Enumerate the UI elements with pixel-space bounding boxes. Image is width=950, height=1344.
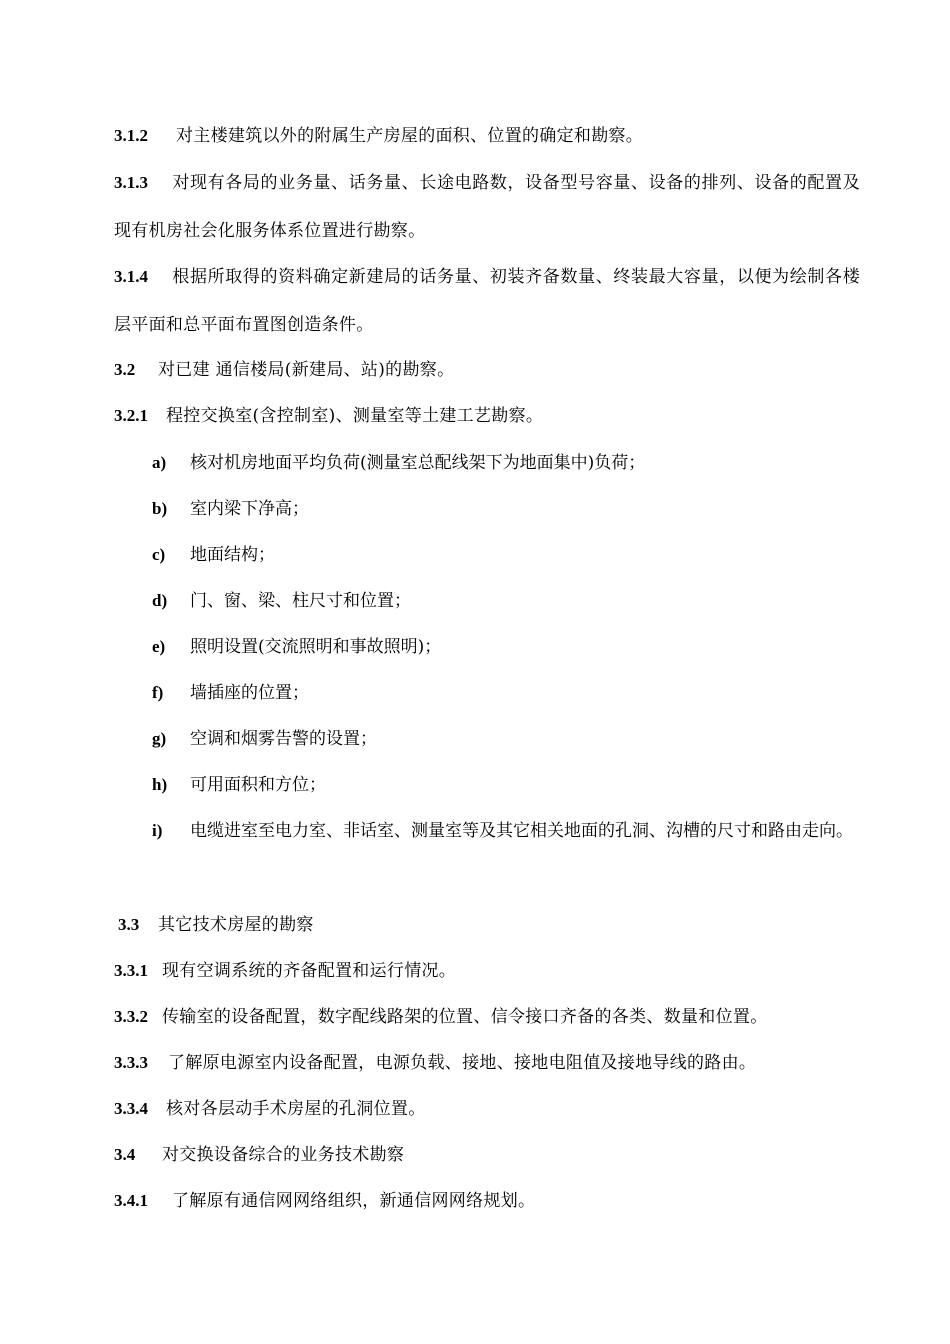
list-item-text: 电缆进室至电力室、非话室、测量室等及其它相关地面的孔洞、沟槽的尺寸和路由走向。 xyxy=(190,821,853,841)
section-number: 3.3.3 xyxy=(114,1053,148,1072)
paragraph-3-4-1 xyxy=(114,1191,860,1211)
list-item-text: 核对机房地面平均负荷(测量室总配线架下为地面集中)负荷； xyxy=(190,453,646,473)
paragraph-3-1-2 xyxy=(114,126,860,146)
list-item xyxy=(152,775,860,795)
section-number: 3.1.3 xyxy=(114,173,148,192)
paragraph-text: 核对各层动手术房屋的孔洞位置。 xyxy=(166,1099,426,1119)
section-number: 3.2 xyxy=(114,360,136,379)
paragraph-3-3-2 xyxy=(114,1007,860,1027)
list-item-label: i) xyxy=(152,821,163,840)
paragraph-3-3 xyxy=(118,915,864,935)
list-item xyxy=(152,453,860,473)
paragraph-text: 现有空调系统的齐备配置和运行情况。 xyxy=(162,961,457,981)
list-item-label: f) xyxy=(152,683,164,702)
list-item xyxy=(152,499,860,519)
paragraph-text: 根据所取得的资料确定新建局的话务量、初装齐备数量、终装最大容量，以便为绘制各楼层平面和总平面布置图创造条件。 xyxy=(114,267,860,335)
section-number: 3.1.4 xyxy=(114,267,148,286)
section-number: 3.3 xyxy=(118,915,140,934)
list-item-label: a) xyxy=(152,453,167,472)
list-item-text: 可用面积和方位； xyxy=(190,775,326,795)
list-item-label: b) xyxy=(152,499,168,518)
list-item xyxy=(152,729,860,749)
paragraph-text: 其它技术房屋的勘察 xyxy=(158,915,314,935)
list-item xyxy=(152,637,860,657)
paragraph-text: 了解原电源室内设备配置，电源负载、接地、接地电阻值及接地导线的路由。 xyxy=(168,1053,757,1073)
paragraph-text: 对主楼建筑以外的附属生产房屋的面积、位置的确定和勘察。 xyxy=(176,126,644,146)
paragraph-3-2-1 xyxy=(114,406,860,426)
list-item-text: 室内梁下净高； xyxy=(190,499,309,519)
list-item-text: 空调和烟雾告警的设置； xyxy=(190,729,377,749)
list-item-text: 墙插座的位置； xyxy=(190,683,309,703)
list-item-label: g) xyxy=(152,729,167,748)
section-number: 3.4.1 xyxy=(114,1191,148,1210)
section-number: 3.1.2 xyxy=(114,126,148,145)
paragraph-text: 对交换设备综合的业务技术勘察 xyxy=(162,1145,405,1165)
section-number: 3.3.4 xyxy=(114,1099,148,1118)
paragraph-3-1-4 xyxy=(114,253,860,349)
list-item-label: d) xyxy=(152,591,168,610)
list-item xyxy=(152,807,860,855)
section-number: 3.3.2 xyxy=(114,1007,148,1026)
paragraph-text: 传输室的设备配置，数字配线路架的位置、信令接口齐备的各类、数量和位置。 xyxy=(162,1007,768,1027)
list-item-text: 门、窗、梁、柱尺寸和位置； xyxy=(190,591,411,611)
list-item-label: h) xyxy=(152,775,168,794)
section-number: 3.2.1 xyxy=(114,406,148,425)
list-item xyxy=(152,591,860,611)
list-item-text: 照明设置(交流照明和事故照明)； xyxy=(190,637,442,657)
section-number: 3.4 xyxy=(114,1145,136,1164)
list-item-text: 地面结构； xyxy=(190,545,275,565)
paragraph-3-4 xyxy=(114,1145,860,1165)
list-item-label: c) xyxy=(152,545,166,564)
paragraph-text: 程控交换室(含控制室)、测量室等土建工艺勘察。 xyxy=(166,406,544,426)
list-item xyxy=(152,683,860,703)
paragraph-3-1-3 xyxy=(114,159,860,255)
list-item xyxy=(152,545,860,565)
paragraph-text: 对已建 通信楼局(新建局、站)的勘察。 xyxy=(158,360,455,380)
paragraph-3-3-1 xyxy=(114,961,860,981)
list-item-label: e) xyxy=(152,637,166,656)
paragraph-text: 对现有各局的业务量、话务量、长途电路数，设备型号容量、设备的排列、设备的配置及现有机房社会化服务体系位置进行勘察。 xyxy=(114,173,860,241)
paragraph-3-3-4 xyxy=(114,1099,860,1119)
paragraph-text: 了解原有通信网网络组织，新通信网网络规划。 xyxy=(172,1191,536,1211)
section-number: 3.3.1 xyxy=(114,961,148,980)
paragraph-3-3-3 xyxy=(114,1053,860,1073)
paragraph-3-2 xyxy=(114,360,860,380)
